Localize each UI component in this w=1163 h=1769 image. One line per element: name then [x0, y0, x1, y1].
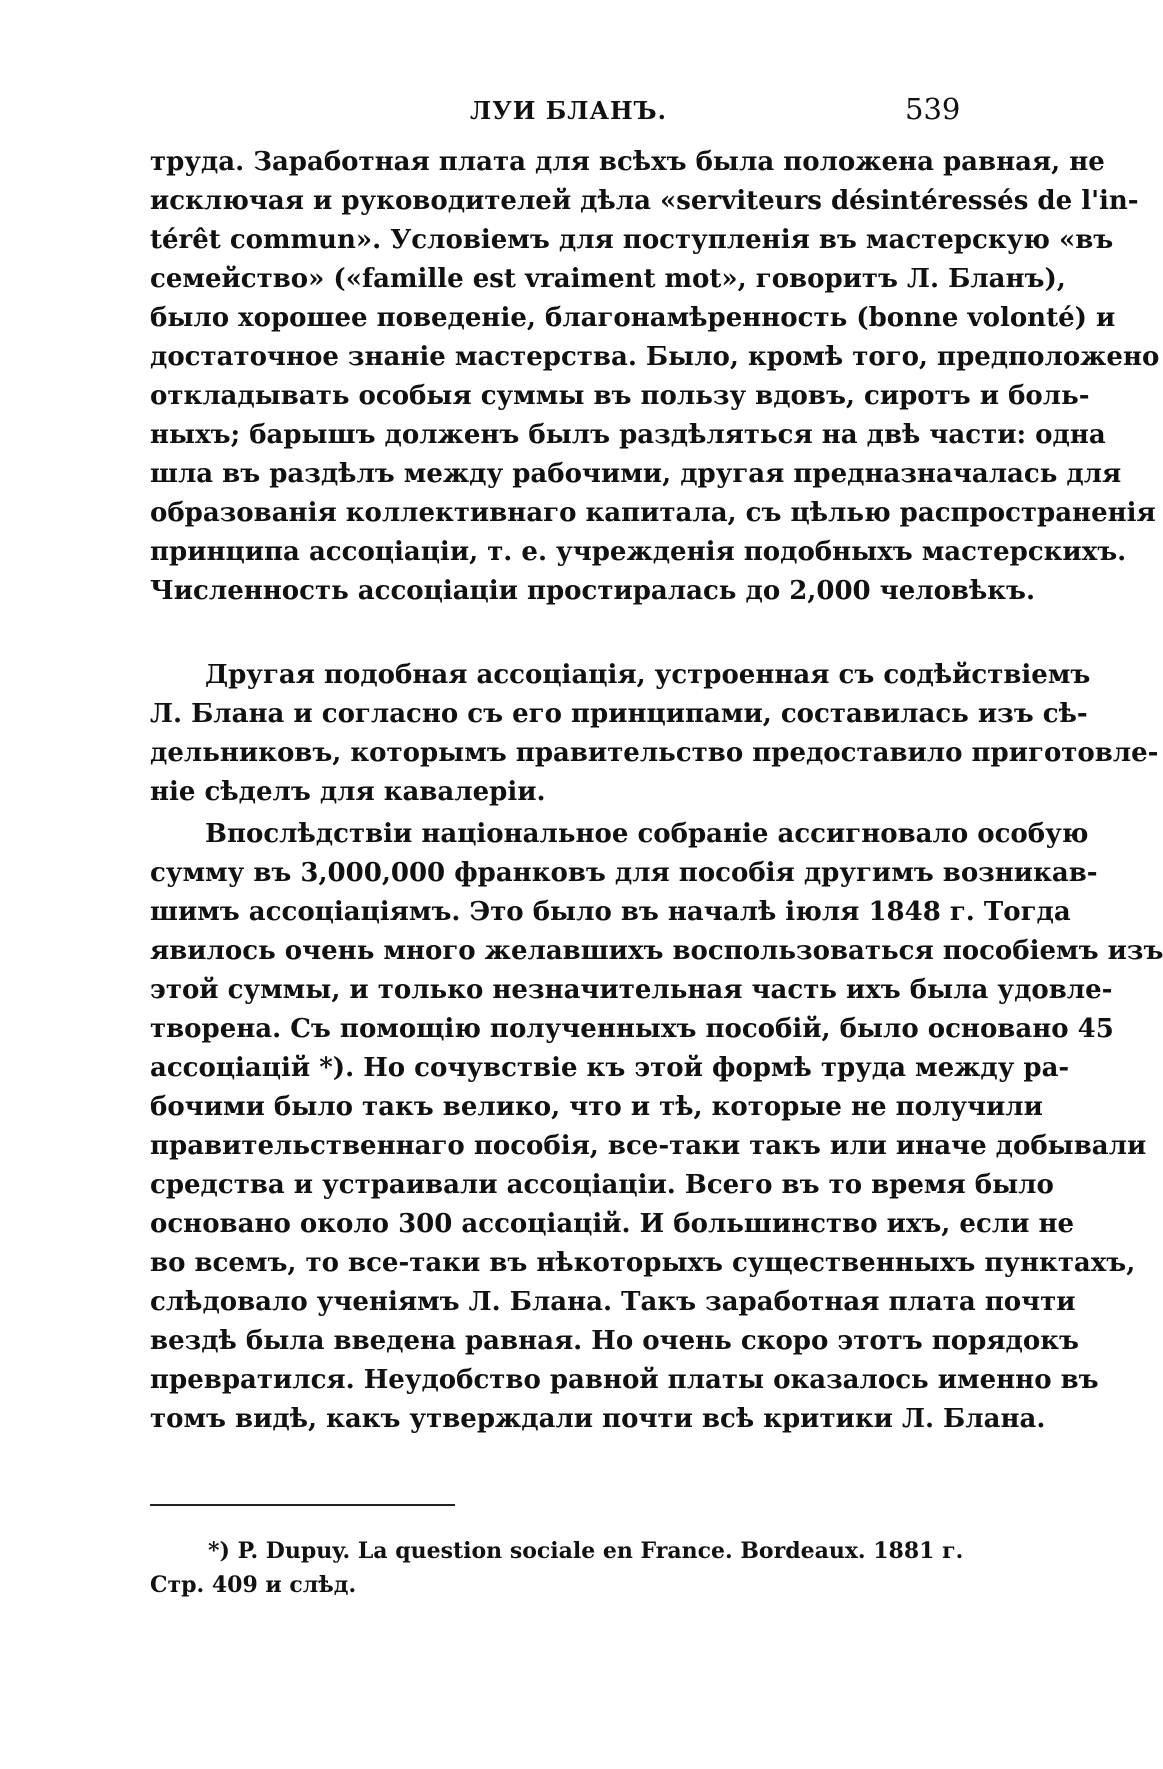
text-line: этой суммы, и только незначительная часть ихъ была удовле- [150, 975, 1113, 1005]
paragraph-1 [150, 143, 1160, 611]
text-line: семейство» («famille est vraiment mot», говоритъ Л. Бланъ), [150, 264, 1066, 294]
text-line: вездѣ была введена равная. Но очень скоро этотъ порядокъ [150, 1326, 1079, 1356]
text-line: исключая и руководителей дѣла «serviteurs désintéressés de l'in- [150, 186, 1139, 216]
text-line: образованія коллективнаго капитала, съ цѣлью распространенія [150, 498, 1156, 528]
text-line: принципа ассоціаціи, т. е. учрежденія подобныхъ мастерскихъ. [150, 537, 1127, 567]
text-line: явилось очень много желавшихъ воспользоваться пособіемъ изъ [150, 936, 1163, 966]
text-line: томъ видѣ, какъ утверждали почти всѣ критики Л. Блана. [150, 1404, 1046, 1434]
text-line: откладывать особыя суммы въ пользу вдовъ, сиротъ и боль- [150, 381, 1090, 411]
text-line: шимъ ассоціаціямъ. Это было въ началѣ іюля 1848 г. Тогда [150, 897, 1071, 927]
text-line: было хорошее поведеніе, благонамѣренность (bonne volonté) и [150, 303, 1116, 333]
footnote [150, 1534, 985, 1602]
footnote-line: Стр. 409 и слѣд. [150, 1572, 357, 1598]
text-line: средства и устраивали ассоціаціи. Всего въ то время было [150, 1170, 1054, 1200]
text-line: труда. Заработная плата для всѣхъ была положена равная, не [150, 147, 1105, 177]
text-line: основано около 300 ассоціацій. И большинство ихъ, если не [150, 1209, 1075, 1239]
text-line: ныхъ; барышъ долженъ былъ раздѣляться на двѣ части: одна [150, 420, 1106, 450]
text-line: ассоціацій *). Но сочувствіе къ этой формѣ труда между ра- [150, 1053, 1070, 1083]
footnote-divider [150, 1504, 455, 1506]
text-line: Л. Блана и согласно съ его принципами, составилась изъ сѣ- [150, 699, 1088, 729]
text-line: слѣдовало ученіямъ Л. Блана. Такъ заработная плата почти [150, 1287, 1076, 1317]
paragraph-2 [150, 656, 1159, 812]
page-number: 539 [905, 92, 961, 126]
text-line: térêt commun». Условіемъ для поступленія въ мастерскую «въ [150, 225, 1114, 255]
text-line: Другая подобная ассоціація, устроенная съ содѣйствіемъ [205, 660, 1091, 690]
text-line: правительственнаго пособія, все-таки такъ или иначе добывали [150, 1131, 1147, 1161]
text-line: достаточное знаніе мастерства. Было, кромѣ того, предположено [150, 342, 1160, 372]
text-line: творена. Съ помощію полученныхъ пособій, было основано 45 [150, 1014, 1114, 1044]
text-line: сумму въ 3,000,000 франковъ для пособія другимъ возникав- [150, 858, 1098, 888]
text-line: дельниковъ, которымъ правительство предоставило приготовле- [150, 738, 1159, 768]
text-line: бочими было такъ велико, что и тѣ, которые не получили [150, 1092, 1043, 1122]
text-line: Численность ассоціаціи простиралась до 2,000 человѣкъ. [150, 576, 1036, 606]
text-line: во всемъ, то все-таки въ нѣкоторыхъ существенныхъ пунктахъ, [150, 1248, 1136, 1278]
running-header: ЛУИ БЛАНЪ. [470, 96, 667, 125]
footnote-line: *) P. Dupuy. La question sociale en France. Bordeaux. 1881 г. [208, 1538, 964, 1564]
paragraph-3 [150, 815, 1163, 1439]
text-line: Впослѣдствіи національное собраніе ассигновало особую [205, 819, 1089, 849]
text-line: шла въ раздѣлъ между рабочими, другая предназначалась для [150, 459, 1122, 489]
text-line: превратился. Неудобство равной платы оказалось именно въ [150, 1365, 1099, 1395]
text-line: ніе сѣделъ для кавалеріи. [150, 777, 546, 807]
